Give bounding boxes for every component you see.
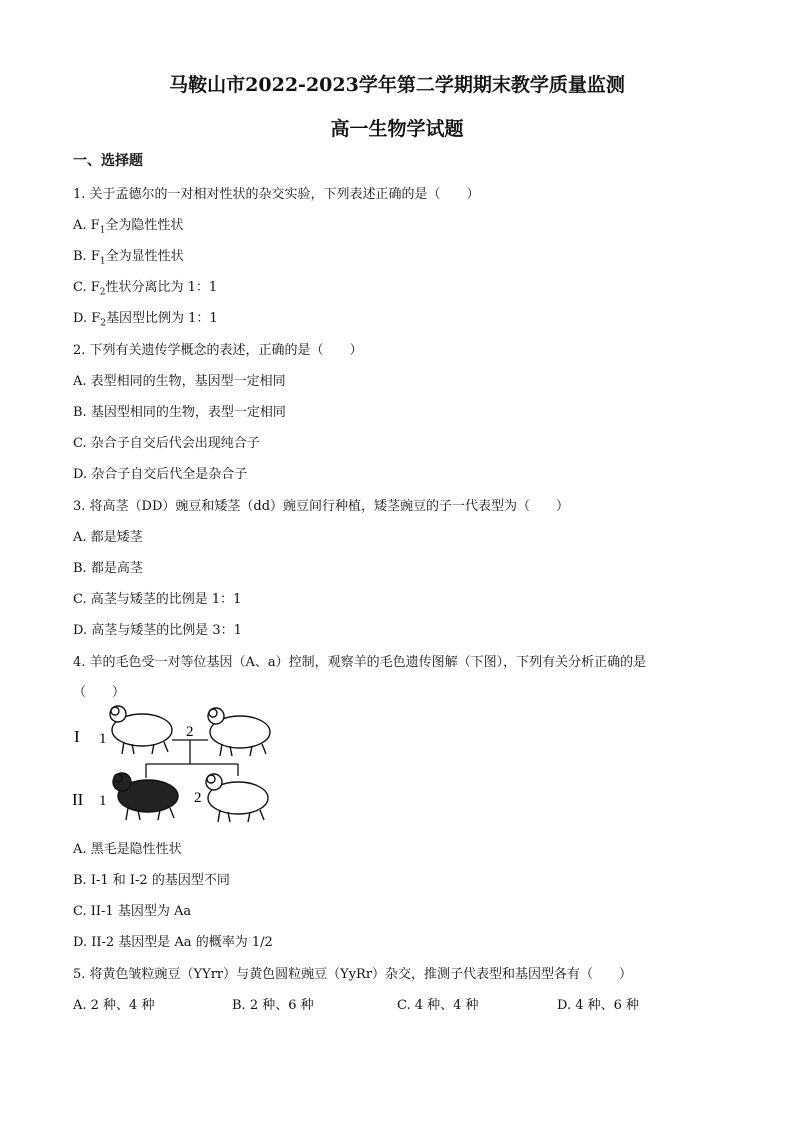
q5-stem: 5. 将黄色皱粒豌豆（YYrr）与黄色圆粒豌豆（YyRr）杂交，推测子代表型和基因型各有（ ） — [73, 967, 633, 982]
sheep-i-1-white-icon — [110, 706, 172, 754]
q1-option-c: C. $F_2$性状分离比为 1：1 — [73, 280, 218, 298]
q4-option-d: D. II-2 基因型是 Aa 的概率为 1/2 — [73, 935, 273, 950]
q5-option-d: D. 4 种、6 种 — [557, 998, 640, 1013]
q4-stem-bracket: （ ） — [73, 685, 126, 700]
q1-option-b: B. $F_1$全为显性性状 — [73, 249, 184, 267]
label-ii-1: 1 — [99, 793, 107, 809]
q5-option-a: A. 2 种、4 种 — [73, 998, 155, 1013]
q1-stem: 1. 关于孟德尔的一对相对性状的杂交实验，下列表述正确的是（ ） — [73, 187, 480, 202]
sheep-ii-2-white-icon — [206, 774, 268, 822]
label-ii-2: 2 — [194, 790, 202, 806]
q3-option-a: A. 都是矮茎 — [73, 530, 143, 545]
pedigree-diagram — [68, 702, 288, 828]
q1-option-d: D. $F_2$基因型比例为 1：1 — [73, 311, 218, 329]
sheep-ii-1-black-icon — [113, 773, 178, 820]
q2-option-c: C. 杂合子自交后代会出现纯合子 — [73, 436, 260, 451]
q4-option-a: A. 黑毛是隐性性状 — [73, 842, 182, 857]
page-subtitle: 高一生物学试题 — [330, 118, 464, 140]
q3-option-b: B. 都是高茎 — [73, 561, 143, 576]
q2-option-d: D. 杂合子自交后代全是杂合子 — [73, 467, 248, 482]
q3-option-d: D. 高茎与矮茎的比例是 3：1 — [73, 623, 242, 638]
q2-option-b: B. 基因型相同的生物，表型一定相同 — [73, 405, 286, 420]
q1-option-a: A. $F_1$全为隐性性状 — [73, 218, 184, 236]
sheep-i-2-white-icon — [208, 708, 270, 756]
q4-stem: 4. 羊的毛色受一对等位基因（A、a）控制，观察羊的毛色遗传图解（下图），下列有关分析正确的是 — [73, 655, 647, 670]
generation-label-i: I — [74, 727, 80, 746]
label-i-1: 1 — [99, 731, 107, 747]
q4-option-c: C. II-1 基因型为 Aa — [73, 904, 192, 919]
generation-label-ii: II — [72, 790, 84, 809]
section-heading: 一、选择题 — [73, 153, 143, 169]
q2-stem: 2. 下列有关遗传学概念的表述，正确的是（ ） — [73, 343, 363, 358]
q4-option-b: B. I-1 和 I-2 的基因型不同 — [73, 873, 230, 888]
q5-option-b: B. 2 种、6 种 — [232, 998, 314, 1013]
q3-option-c: C. 高茎与矮茎的比例是 1：1 — [73, 592, 242, 607]
page-title: 马鞍山市2022-2023学年第二学期期末教学质量监测 — [169, 74, 625, 96]
q3-stem: 3. 将高茎（DD）豌豆和矮茎（dd）豌豆间行种植，矮茎豌豆的子一代表型为（ ） — [73, 499, 570, 514]
q2-option-a: A. 表型相同的生物，基因型一定相同 — [73, 374, 286, 389]
q5-option-c: C. 4 种、4 种 — [397, 998, 479, 1013]
label-i-2: 2 — [186, 724, 194, 740]
